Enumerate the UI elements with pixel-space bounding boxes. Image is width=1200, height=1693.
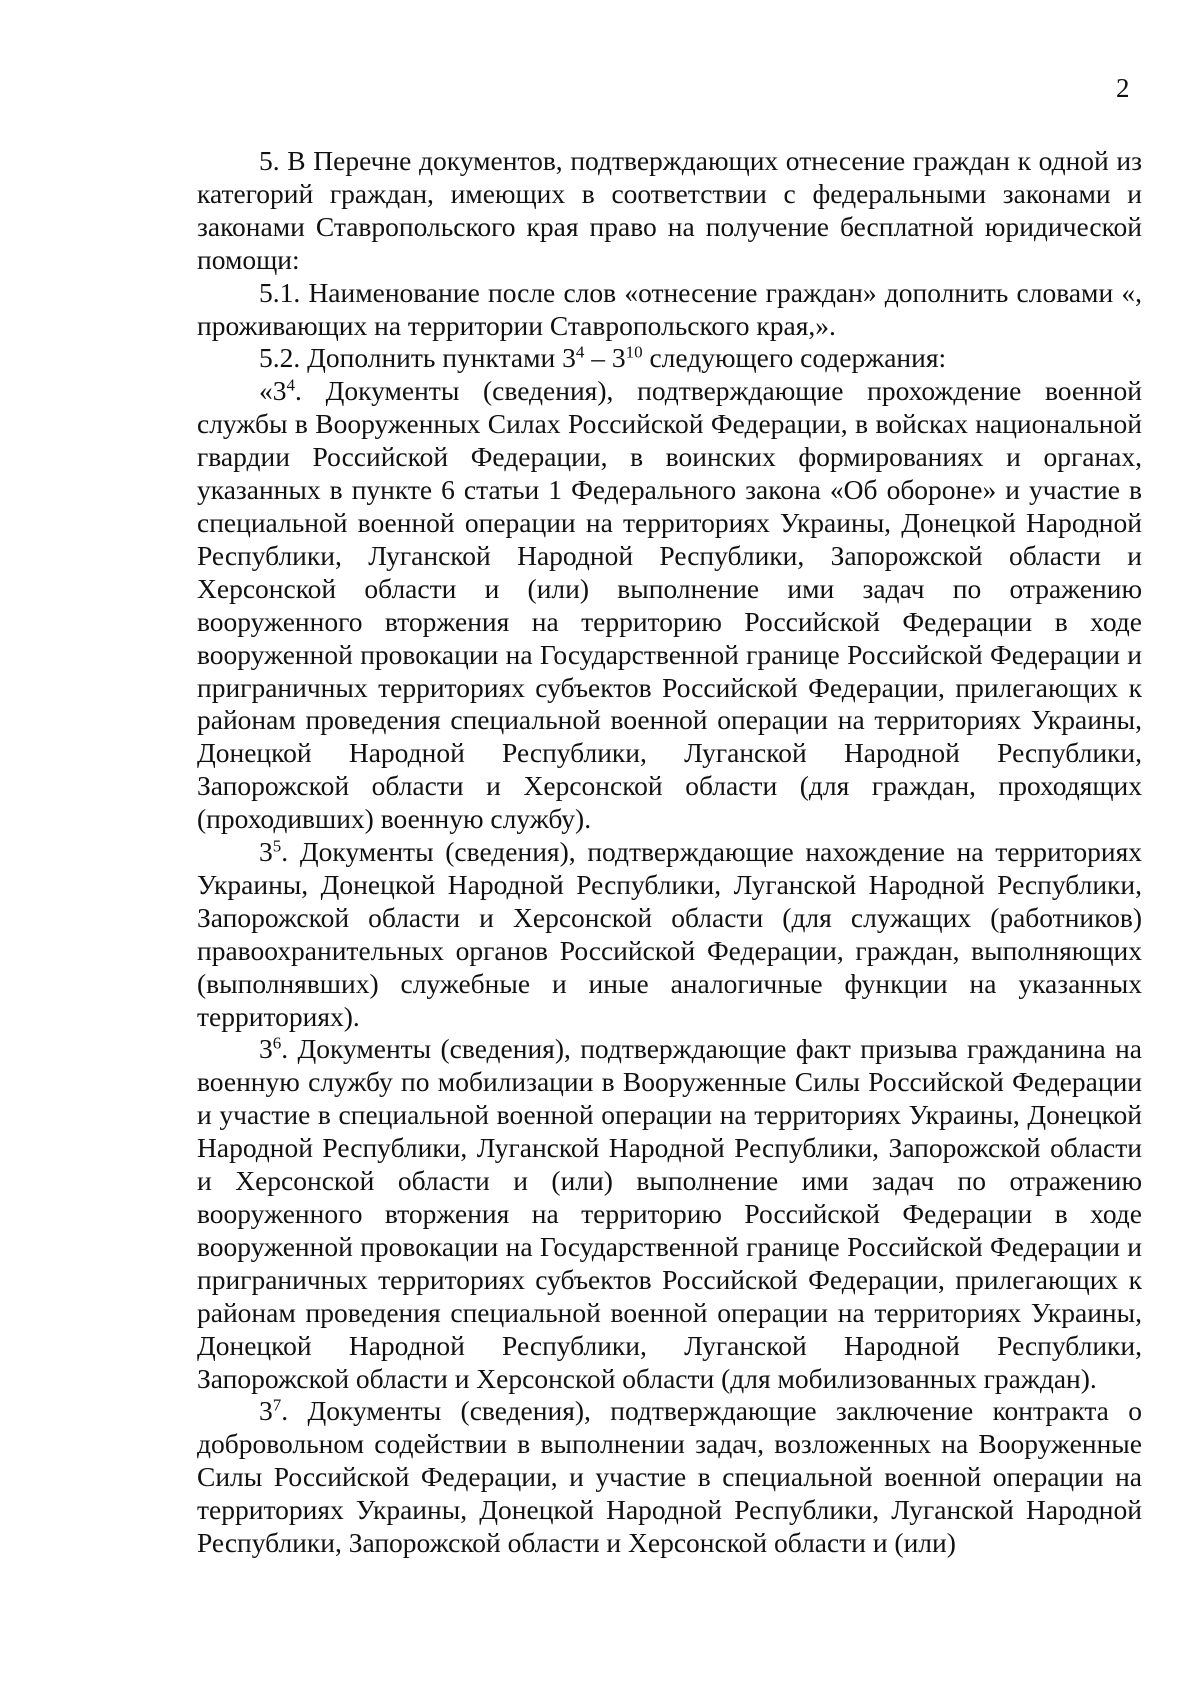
item-3-4-open: «3 bbox=[259, 375, 287, 407]
item-3-6-num: 3 bbox=[259, 1033, 273, 1065]
item-3-7-number bbox=[259, 1395, 281, 1426]
item-5-2-dash: – 3 bbox=[584, 342, 626, 374]
item-3-7-num: 3 bbox=[259, 1395, 273, 1427]
item-3-5-number bbox=[259, 836, 281, 867]
item-3-6-text: . Документы (сведения), подтверждающие факт призыва гражданина на военную службу по мобилизации в Вооруженные Силы Российской Федерации и участие в специальной военной операции на территориях Украины, Донецкой Народной Республики, Луганской Народной Республики, Запорожской области и Херсонской области и (или) выполнение ими задач по отражению вооруженного вторжения на территорию Российской Федерации в ходе вооруженной провокации на Государственной границе Российской Федерации и приграничных территориях субъектов Российской Федерации, прилегающих к районам проведения специальной военной операции на территориях Украины, Донецкой Народной Республики, Луганской Народной Республики, Запорожской области и Херсонской области (для мобилизованных граждан). bbox=[197, 1033, 1142, 1394]
item-3-5-text: . Документы (сведения), подтверждающие нахождение на территориях Украины, Донецкой Народной Республики, Луганской Народной Республики, Запорожской области и Херсонской области (для служащих (работников) правоохранительных органов Российской Федерации, граждан, выполняющих (выполнявших) служебные и иные аналогичные функции на указанных территориях). bbox=[197, 836, 1142, 1032]
paragraph-item-3-7 bbox=[197, 1395, 1142, 1560]
paragraph-item-3-4 bbox=[197, 375, 1142, 836]
item-3-4-number bbox=[259, 375, 295, 406]
item-5-2-sup-to: 10 bbox=[625, 343, 643, 363]
paragraph-item-5-1: 5.1. Наименование после слов «отнесение граждан» дополнить словами «, проживающих на территории Ставропольского края,». bbox=[197, 276, 1142, 341]
item-3-4-text: . Документы (сведения), подтверждающие прохождение военной службы в Вооруженных Силах Российской Федерации, в войсках национальной гвардии Российской Федерации, в воинских формированиях и органах, указанных в пункте 6 статьи 1 Федерального закона «Об обороне» и участие в специальной военной операции на территориях Украины, Донецкой Народной Республики, Луганской Народной Республики, Запорожской области и Херсонской области и (или) выполнение ими задач по отражению вооруженного вторжения на территорию Российской Федерации в ходе вооруженной провокации на Государственной границе Российской Федерации и приграничных территориях субъектов Российской Федерации, прилегающих к районам проведения специальной военной операции на территориях Украины, Донецкой Народной Республики, Луганской Народной Республики, Запорожской области и Херсонской области (для граждан, проходящих (проходивших) военную службу). bbox=[197, 375, 1142, 835]
item-3-5-num: 3 bbox=[259, 836, 273, 868]
item-3-4-sup: 4 bbox=[286, 376, 295, 395]
page-number: 2 bbox=[1116, 73, 1130, 103]
item-5-2-suffix: следующего содержания: bbox=[642, 342, 947, 374]
item-5-2-prefix: 5.2. Дополнить пунктами 3 bbox=[259, 342, 576, 374]
document-body bbox=[197, 145, 1142, 1560]
item-3-5-sup: 5 bbox=[272, 836, 282, 856]
item-5-2-sup-from: 4 bbox=[575, 343, 585, 363]
item-3-6-number bbox=[259, 1033, 281, 1064]
item-3-6-sup: 6 bbox=[272, 1034, 282, 1054]
paragraph-item-5-2 bbox=[197, 342, 1142, 375]
item-3-7-sup: 7 bbox=[272, 1396, 282, 1416]
item-3-7-text: . Документы (сведения), подтверждающие заключение контракта о добровольном содействии в выполнении задач, возложенных на Вооруженные Силы Российской Федерации, и участие в специальной военной операции на территориях Украины, Донецкой Народной Республики, Луганской Народной Республики, Запорожской области и Херсонской области и (или) bbox=[197, 1395, 1142, 1559]
paragraph-item-5: 5. В Перечне документов, подтверждающих отнесение граждан к одной из категорий граждан, имеющих в соответствии с федеральными законами и законами Ставропольского края право на получение бесплатной юридической помощи: bbox=[197, 145, 1142, 275]
paragraph-item-3-6 bbox=[197, 1033, 1142, 1395]
paragraph-item-3-5 bbox=[197, 836, 1142, 1033]
